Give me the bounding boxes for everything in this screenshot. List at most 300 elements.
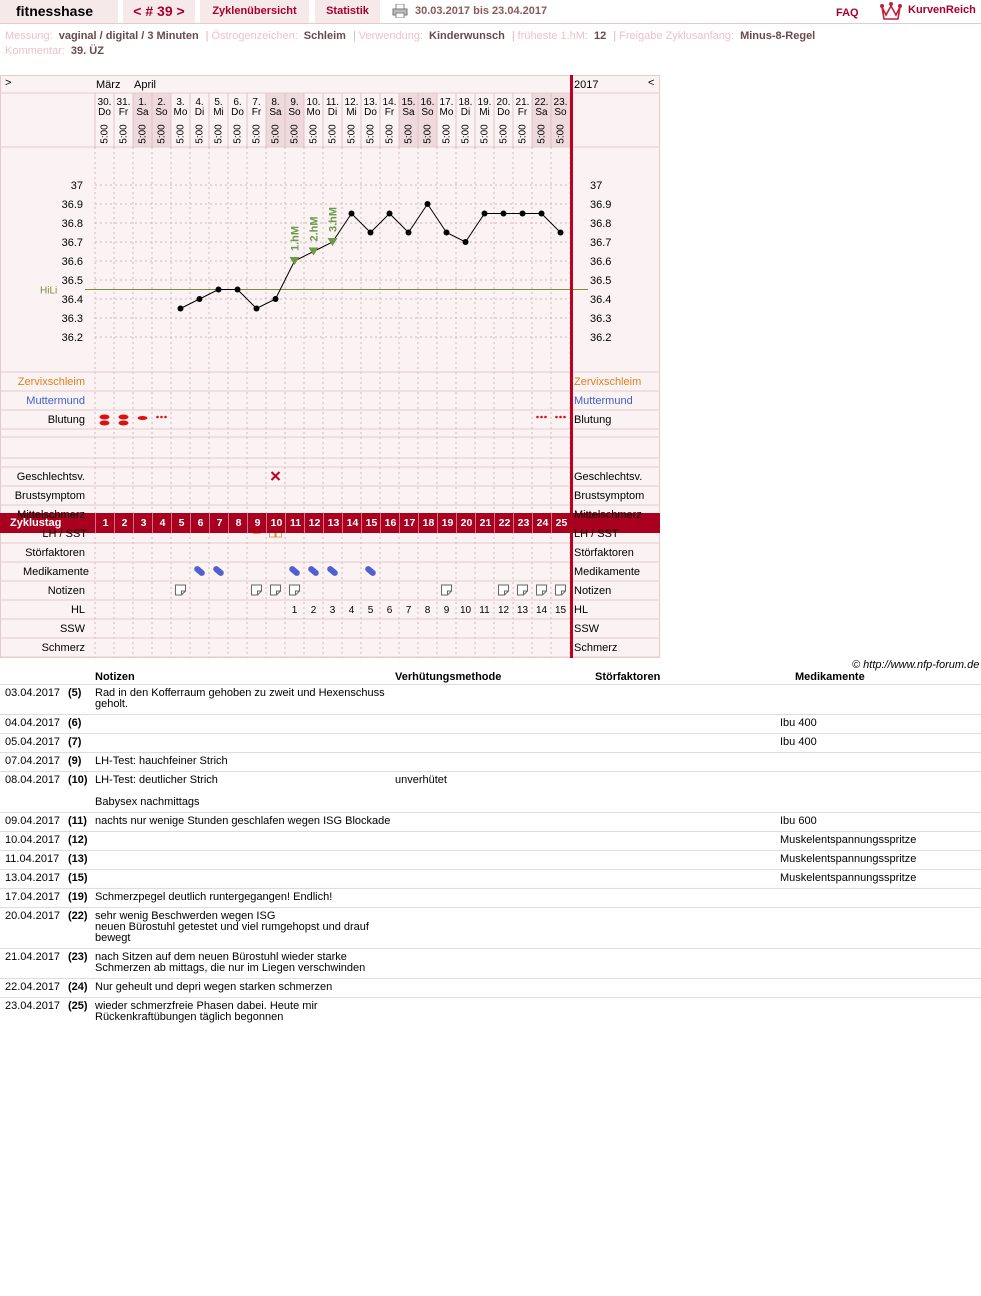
weekday-label: Sa <box>269 107 282 118</box>
notes-table-row <box>0 714 981 732</box>
note-date: 21.04.2017 <box>5 951 61 963</box>
day-number-label: 5. <box>214 97 223 108</box>
meta-value: Kinderwunsch <box>429 30 505 42</box>
temp-tick-right: 36.4 <box>590 294 612 306</box>
note-medication: Muskelentspannungsspritze <box>780 853 917 865</box>
weekday-label: Sa <box>136 107 149 118</box>
weekday-label: Mi <box>479 107 490 118</box>
note-date: 11.04.2017 <box>5 853 60 865</box>
row-label-muttermund: Muttermund <box>26 395 85 407</box>
temperature-point <box>482 211 488 217</box>
day-number-label: 14. <box>382 97 397 108</box>
note-date: 20.04.2017 <box>5 910 61 922</box>
meta-key: früheste 1.hM: <box>517 30 588 42</box>
bleeding-medium-mark <box>138 416 148 420</box>
hl-day-number: 7 <box>405 605 412 616</box>
time-label: 5:00 <box>213 124 225 144</box>
row-label-blutung-right: Blutung <box>574 414 612 426</box>
weekday-label: Di <box>194 107 205 118</box>
note-cycle-day: (12) <box>68 834 88 846</box>
temperature-point <box>539 211 545 217</box>
meta-key: Freigabe Zyklusanfang: <box>619 30 735 42</box>
temperature-point <box>425 201 431 207</box>
temp-tick-left: 36.5 <box>61 275 83 287</box>
note-text: nachts nur wenige Stunden geschlafen wegen ISG Blockade <box>95 815 391 827</box>
temp-tick-left: 36.8 <box>61 218 83 230</box>
hm-label: 3.hM <box>327 206 340 232</box>
temperature-point <box>235 287 241 293</box>
time-label: 5:00 <box>289 124 301 144</box>
hl-day-number: 10 <box>459 605 472 616</box>
cycle-day-number: 15 <box>361 513 381 533</box>
hm-label: 2.hM <box>308 216 321 242</box>
time-label: 5:00 <box>403 124 415 144</box>
cycle-day-number: 10 <box>266 513 286 533</box>
note-cycle-day: (10) <box>68 774 88 786</box>
time-label: 5:00 <box>555 124 567 144</box>
cycle-day-number: 18 <box>418 513 438 533</box>
temp-tick-left: 37 <box>70 180 83 192</box>
day-number-label: 17. <box>439 97 454 108</box>
note-icon <box>556 585 566 595</box>
note-date: 17.04.2017 <box>5 891 61 903</box>
weekday-label: Do <box>364 107 377 118</box>
time-label: 5:00 <box>99 124 111 144</box>
day-number-label: 11. <box>325 97 340 108</box>
time-label: 5:00 <box>308 124 320 144</box>
weekday-label: Fr <box>384 107 395 118</box>
time-label: 5:00 <box>232 124 244 144</box>
notes-table-row <box>0 733 981 751</box>
note-cycle-day: (19) <box>68 891 88 903</box>
day-number-label: 6. <box>233 97 242 108</box>
temperature-point <box>463 239 469 245</box>
temperature-point <box>178 306 184 312</box>
temperature-point <box>406 230 412 236</box>
copyright-notice[interactable]: © http://www.nfp-forum.de <box>852 659 980 671</box>
meta-key: Östrogenzeichen: <box>211 30 298 42</box>
cycle-day-number: 4 <box>152 513 172 533</box>
day-number-label: 1. <box>138 97 147 108</box>
weekday-label: Mo <box>306 107 321 118</box>
weekday-label: Do <box>497 107 510 118</box>
weekday-label: Mo <box>439 107 454 118</box>
day-number-label: 31. <box>116 97 131 108</box>
bleeding-heavy-mark <box>100 415 110 420</box>
row-label-ssw-right: SSW <box>574 623 600 635</box>
meta-separator: | <box>205 30 209 42</box>
temp-tick-left: 36.7 <box>61 237 83 249</box>
row-label-medikamente-right: Medikamente <box>574 566 641 578</box>
day-number-label: 8. <box>271 97 280 108</box>
time-label: 5:00 <box>498 124 510 144</box>
higher-measurement-marker <box>309 248 319 256</box>
notes-header-notizen: Notizen <box>95 671 135 683</box>
cycle-day-number: 11 <box>285 513 305 533</box>
cycle-day-number: 8 <box>228 513 248 533</box>
hl-day-number: 13 <box>516 605 529 616</box>
note-date: 05.04.2017 <box>5 736 61 748</box>
note-medication: Ibu 400 <box>780 736 817 748</box>
row-label-schmerz: Schmerz <box>41 642 85 654</box>
weekday-label: Sa <box>402 107 415 118</box>
weekday-label: Mi <box>346 107 357 118</box>
cycle-day-number: 7 <box>209 513 229 533</box>
row-label-lh-sst-right: LH / SST <box>574 528 619 540</box>
time-label: 5:00 <box>479 124 491 144</box>
temp-tick-right: 37 <box>590 180 603 192</box>
row-label-notizen-right: Notizen <box>574 585 612 597</box>
hl-day-number: 14 <box>535 605 548 616</box>
row-label-hl: HL <box>70 604 85 616</box>
month-label-march: März <box>96 79 121 91</box>
notes-table-row <box>0 771 981 811</box>
cycle-day-number: 9 <box>247 513 267 533</box>
notes-table-row <box>0 907 981 947</box>
meta-separator: | <box>352 30 356 42</box>
time-label: 5:00 <box>365 124 377 144</box>
weekday-label: Do <box>231 107 244 118</box>
bleeding-spotting-mark <box>164 416 167 419</box>
cycle-navigator[interactable]: < # 39 > <box>123 0 195 23</box>
note-date: 13.04.2017 <box>5 872 61 884</box>
temperature-point <box>349 211 355 217</box>
note-date: 08.04.2017 <box>5 774 61 786</box>
notes-table-row <box>0 948 981 977</box>
row-label-muttermund-right: Muttermund <box>574 395 633 407</box>
note-cycle-day: (15) <box>68 872 88 884</box>
note-cycle-day: (25) <box>68 1000 88 1012</box>
meta-separator: | <box>613 30 617 42</box>
day-number-label: 23. <box>553 97 568 108</box>
time-label: 5:00 <box>536 124 548 144</box>
day-number-label: 4. <box>195 97 204 108</box>
time-label: 5:00 <box>460 124 472 144</box>
hl-day-number: 11 <box>479 605 490 616</box>
weekday-label: Do <box>98 107 111 118</box>
note-cycle-day: (5) <box>68 687 82 699</box>
meta-value: 39. ÜZ <box>70 45 104 57</box>
note-text: LH-Test: deutlicher Strich Babysex nachmittags <box>95 774 218 808</box>
note-medication: Ibu 400 <box>780 717 817 729</box>
row-label-medikamente: Medikamente <box>22 566 89 578</box>
meta-value: Minus-8-Regel <box>740 30 816 42</box>
note-text: Schmerzpegel deutlich runtergegangen! Endlich! <box>95 891 333 903</box>
cycle-day-number: 23 <box>513 513 533 533</box>
notes-table-row <box>0 888 981 906</box>
bleeding-spotting-mark <box>156 416 159 419</box>
notes-table-row <box>0 869 981 887</box>
temp-tick-left: 36.6 <box>61 256 83 268</box>
time-label: 5:00 <box>118 124 130 144</box>
chart-end-divider <box>570 75 573 658</box>
top-divider <box>0 23 981 24</box>
day-number-label: 9. <box>290 97 299 108</box>
note-icon <box>290 585 300 595</box>
row-label-blutung: Blutung <box>47 414 85 426</box>
note-icon <box>271 585 281 595</box>
note-cycle-day: (9) <box>68 755 82 767</box>
day-number-label: 16. <box>420 97 435 108</box>
hl-day-number: 2 <box>310 605 317 616</box>
row-label-zervixschleim: Zervixschleim <box>17 376 85 388</box>
month-label-april: April <box>134 79 157 91</box>
cycle-day-number: 21 <box>475 513 495 533</box>
cycle-day-number: 12 <box>304 513 324 533</box>
weekday-label: So <box>155 107 168 118</box>
weekday-label: Mo <box>173 107 188 118</box>
note-text: Nur geheult und depri wegen starken schmerzen <box>95 981 333 993</box>
note-icon <box>499 585 509 595</box>
row-label-brustsymptom-right: Brustsymptom <box>574 490 645 502</box>
temp-tick-right: 36.8 <box>590 218 612 230</box>
temp-tick-right: 36.7 <box>590 237 612 249</box>
time-label: 5:00 <box>441 124 453 144</box>
day-number-label: 7. <box>252 97 261 108</box>
cycle-day-number: 3 <box>133 513 153 533</box>
time-label: 5:00 <box>327 124 339 144</box>
notes-table-row <box>0 812 981 830</box>
row-label-notizen: Notizen <box>47 585 85 597</box>
hl-day-number: 1 <box>291 605 298 616</box>
note-medication: Ibu 600 <box>780 815 817 827</box>
note-cycle-day: (11) <box>68 815 87 827</box>
logo-text: KurvenReich <box>908 4 976 16</box>
time-label: 5:00 <box>346 124 358 144</box>
cycle-comment-row <box>5 45 108 57</box>
hl-day-number: 9 <box>443 605 450 616</box>
note-text: sehr wenig Beschwerden wegen ISG neuen Bürostuhl getestet und viel rumgehopst und drauf bewegt <box>95 910 369 944</box>
day-number-label: 13. <box>363 97 378 108</box>
note-date: 22.04.2017 <box>5 981 61 993</box>
weekday-label: Sa <box>535 107 548 118</box>
note-method: unverhütet <box>395 774 447 786</box>
row-label-geschlechtsverkehr: Geschlechtsv. <box>16 471 85 483</box>
notes-table-row <box>0 752 981 770</box>
chart-svg <box>0 75 660 658</box>
cycle-day-number: 22 <box>494 513 514 533</box>
row-label-lh-sst: LH / SST <box>42 528 87 540</box>
weekday-label: Fr <box>118 107 129 118</box>
note-cycle-day: (6) <box>68 717 82 729</box>
day-number-label: 3. <box>176 97 185 108</box>
day-number-label: 20. <box>496 97 511 108</box>
cycle-day-number: 2 <box>114 513 134 533</box>
chart-prev-arrow[interactable]: > <box>5 77 12 89</box>
day-number-label: 10. <box>306 97 321 108</box>
time-label: 5:00 <box>270 124 282 144</box>
row-label-geschlechtsverkehr-right: Geschlechtsv. <box>574 471 643 483</box>
note-cycle-day: (22) <box>68 910 88 922</box>
cycle-day-label: Zyklustag <box>10 517 62 529</box>
note-date: 09.04.2017 <box>5 815 61 827</box>
hili-label: HiLi <box>40 285 58 297</box>
temperature-chart <box>0 75 660 658</box>
time-label: 5:00 <box>156 124 168 144</box>
temp-tick-left: 36.4 <box>61 294 83 306</box>
row-label-mittelschmerz-right: Mittelschmerz <box>574 509 642 521</box>
time-label: 5:00 <box>517 124 529 144</box>
temperature-point <box>197 296 203 302</box>
temperature-point <box>501 211 507 217</box>
temperature-point <box>216 287 222 293</box>
hl-day-number: 6 <box>386 605 393 616</box>
note-text: nach Sitzen auf dem neuen Bürostuhl wieder starke Schmerzen ab mittags, die nur im Liegen verschwinden <box>95 951 366 974</box>
cycle-day-number: 17 <box>399 513 419 533</box>
day-number-label: 18. <box>458 97 473 108</box>
day-number-label: 15. <box>401 97 416 108</box>
temp-tick-right: 36.5 <box>590 275 612 287</box>
note-date: 23.04.2017 <box>5 1000 61 1012</box>
medication-pill-icon <box>326 565 339 577</box>
note-icon <box>537 585 547 595</box>
time-label: 5:00 <box>384 124 396 144</box>
hm-label: 1.hM <box>289 225 302 251</box>
bleeding-spotting-mark <box>160 416 163 419</box>
day-number-label: 21. <box>515 97 530 108</box>
temp-tick-left: 36.2 <box>61 332 83 344</box>
note-cycle-day: (7) <box>68 736 82 748</box>
note-medication: Muskelentspannungsspritze <box>780 834 917 846</box>
notes-header-verhuetung: Verhütungsmethode <box>395 671 502 683</box>
row-label-schmerz-right: Schmerz <box>574 642 618 654</box>
bleeding-heavy-mark <box>119 415 129 420</box>
hl-day-number: 12 <box>497 605 510 616</box>
cycle-day-number: 6 <box>190 513 210 533</box>
note-date: 03.04.2017 <box>5 687 61 699</box>
bleeding-spotting-mark <box>563 416 566 419</box>
row-label-ssw: SSW <box>59 623 85 635</box>
temperature-point <box>444 230 450 236</box>
cycle-day-bar <box>0 513 660 533</box>
note-date: 04.04.2017 <box>5 717 61 729</box>
printer-icon[interactable] <box>392 4 408 18</box>
hl-day-number: 8 <box>424 605 431 616</box>
weekday-label: So <box>421 107 434 118</box>
temperature-point <box>387 211 393 217</box>
temp-tick-right: 36.2 <box>590 332 612 344</box>
weekday-label: Di <box>460 107 471 118</box>
time-label: 5:00 <box>251 124 263 144</box>
note-icon <box>176 585 186 595</box>
note-text: Rad in den Kofferraum gehoben zu zweit und Hexenschuss geholt. <box>95 687 385 710</box>
meta-key: Kommentar: <box>5 45 65 57</box>
cycle-day-number: 24 <box>532 513 552 533</box>
notes-table-row <box>0 831 981 849</box>
note-cycle-day: (13) <box>68 853 88 865</box>
temp-tick-right: 36.3 <box>590 313 612 325</box>
medication-pill-icon <box>288 565 301 577</box>
notes-table-row <box>0 684 981 713</box>
time-label: 5:00 <box>194 124 206 144</box>
notes-table-row <box>0 850 981 868</box>
year-label: 2017 <box>574 79 599 91</box>
cycle-day-number: 25 <box>551 513 571 533</box>
note-cycle-day: (23) <box>68 951 88 963</box>
cycle-day-number: 16 <box>380 513 400 533</box>
note-icon <box>518 585 528 595</box>
tab-statistics[interactable]: Statistik <box>315 0 380 23</box>
day-number-label: 19. <box>477 97 492 108</box>
cycle-day-number: 1 <box>95 513 115 533</box>
temp-tick-right: 36.9 <box>590 199 612 211</box>
temperature-point <box>273 296 279 302</box>
notes-table-row <box>0 978 981 996</box>
note-date: 07.04.2017 <box>5 755 61 767</box>
hl-day-number: 3 <box>329 605 336 616</box>
cycle-day-number: 19 <box>437 513 457 533</box>
row-label-brustsymptom: Brustsymptom <box>14 490 85 502</box>
time-label: 5:00 <box>175 124 187 144</box>
row-label-mittelschmerz: Mittelschmerz <box>17 509 85 521</box>
day-number-label: 30. <box>97 97 112 108</box>
day-number-label: 12. <box>344 97 359 108</box>
weekday-label: Fr <box>517 107 528 118</box>
time-label: 5:00 <box>422 124 434 144</box>
temp-tick-right: 36.6 <box>590 256 612 268</box>
hl-day-number: 4 <box>348 605 355 616</box>
temperature-point <box>520 211 526 217</box>
notes-table-row <box>0 997 981 1026</box>
meta-value: 12 <box>594 30 607 42</box>
bleeding-spotting-mark <box>544 416 547 419</box>
temperature-point <box>254 306 260 312</box>
hl-day-number: 5 <box>367 605 374 616</box>
day-number-label: 22. <box>534 97 549 108</box>
meta-separator: | <box>511 30 515 42</box>
bleeding-spotting-mark <box>555 416 558 419</box>
chart-next-arrow[interactable]: < <box>648 77 655 89</box>
note-icon <box>252 585 262 595</box>
note-text: LH-Test: hauchfeiner Strich <box>95 755 228 767</box>
note-date: 10.04.2017 <box>5 834 61 846</box>
medication-pill-icon <box>212 565 225 577</box>
meta-value: vaginal / digital / 3 Minuten <box>58 30 199 42</box>
weekday-label: Di <box>327 107 338 118</box>
bleeding-heavy-mark <box>119 421 129 426</box>
temperature-curve <box>181 204 561 309</box>
cycle-day-number: 13 <box>323 513 343 533</box>
note-icon <box>442 585 452 595</box>
weekday-label: Mi <box>213 107 224 118</box>
row-label-hl-right: HL <box>574 604 589 616</box>
bleeding-spotting-mark <box>540 416 543 419</box>
weekday-label: So <box>554 107 567 118</box>
meta-key: Verwendung: <box>358 30 424 42</box>
meta-value: Schleim <box>303 30 346 42</box>
medication-pill-icon <box>307 565 320 577</box>
intercourse-mark <box>272 472 280 480</box>
weekday-label: Fr <box>251 107 262 118</box>
cycle-day-number: 5 <box>171 513 191 533</box>
bleeding-heavy-mark <box>100 421 110 426</box>
user-name: fitnesshase <box>0 0 118 23</box>
weekday-label: So <box>288 107 301 118</box>
tab-cycle-overview[interactable]: Zyklenübersicht <box>200 0 309 23</box>
notes-header-stoerfaktoren: Störfaktoren <box>595 671 661 683</box>
cycle-day-number: 20 <box>456 513 476 533</box>
note-medication: Muskelentspannungsspritze <box>780 872 917 884</box>
note-cycle-day: (24) <box>68 981 88 993</box>
hl-day-number: 15 <box>554 605 567 616</box>
crown-icon <box>880 1 902 21</box>
temperature-point <box>368 230 374 236</box>
day-number-label: 2. <box>157 97 166 108</box>
note-text: wieder schmerzfreie Phasen dabei. Heute mir Rückenkraftübungen täglich begonnen <box>95 1000 318 1023</box>
time-label: 5:00 <box>137 124 149 144</box>
faq-link[interactable]: FAQ <box>836 7 859 19</box>
row-label-stoerfaktoren-right: Störfaktoren <box>574 547 634 559</box>
